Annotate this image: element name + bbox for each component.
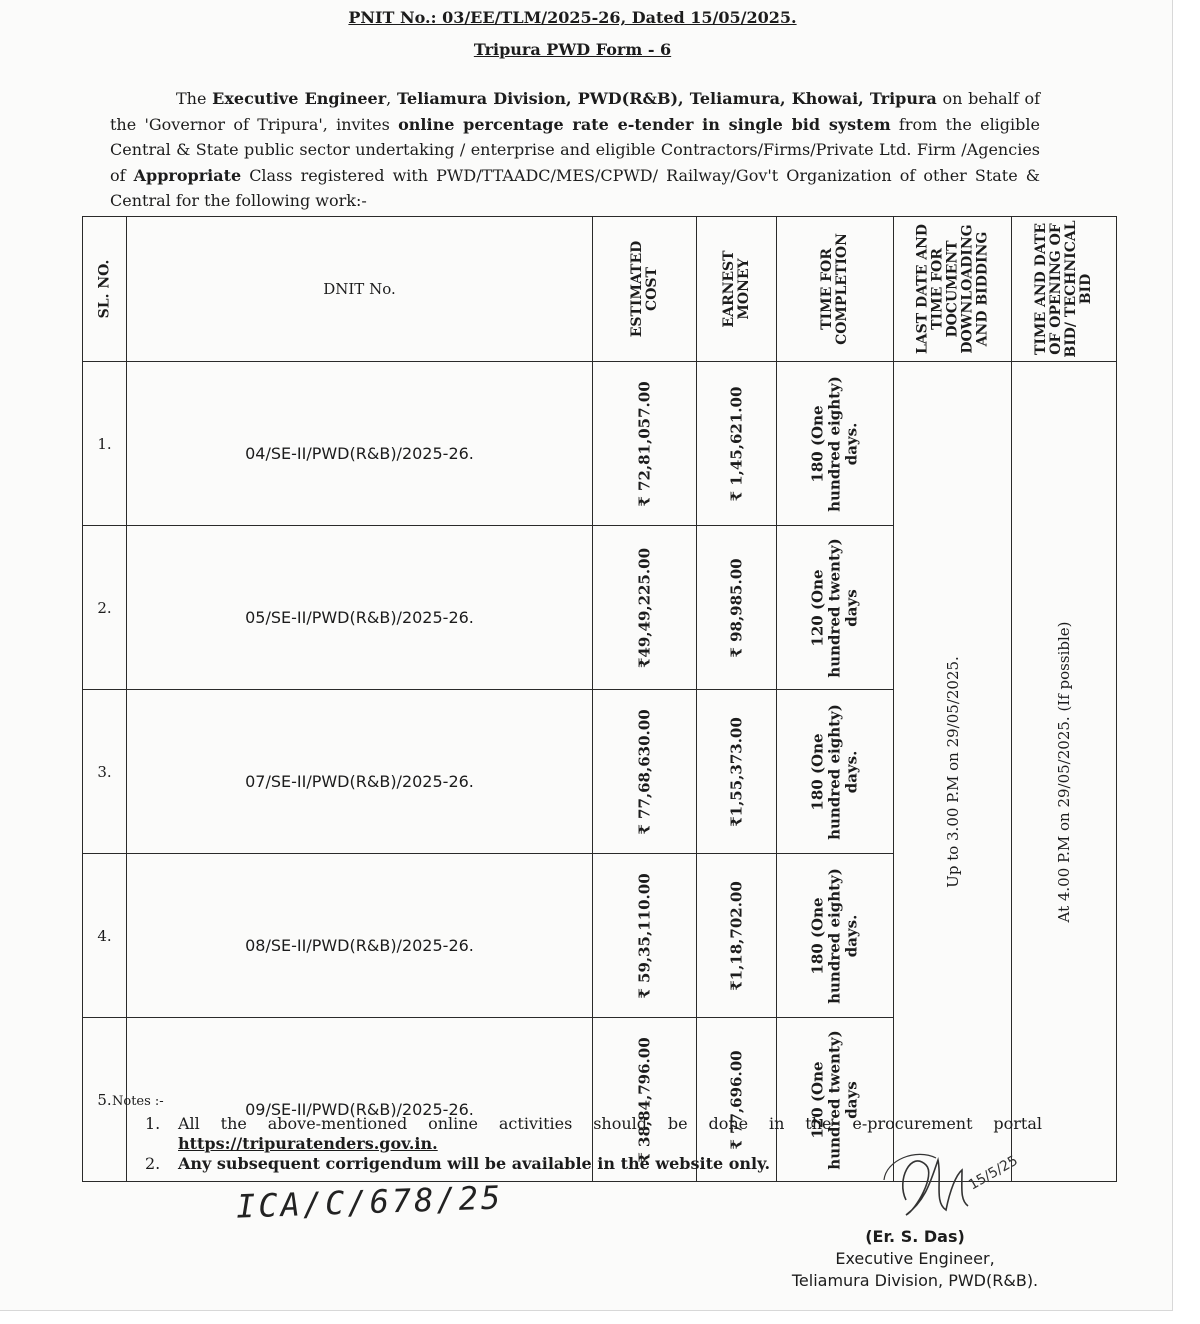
row-completion-time: 180 (One hundred eighty) days. <box>777 690 894 854</box>
opening-date-cell: At 4.00 P.M on 29/05/2025. (If possible) <box>1012 362 1117 1182</box>
row-completion-time: 120 (One hundred twenty) days <box>777 1018 894 1182</box>
note-2-text: Any subsequent corrigendum will be available in the website only. <box>178 1154 771 1173</box>
handwritten-reference: ICA/C/678/25 <box>235 1178 504 1226</box>
row-earnest-money: ₹1,18,702.00 <box>697 854 777 1018</box>
portal-link[interactable]: https://tripuratenders.gov.in. <box>178 1134 438 1153</box>
row-dnit-no: 07/SE-II/PWD(R&B)/2025-26. <box>127 690 593 854</box>
note-2-number: 2. <box>145 1154 161 1173</box>
row-earnest-money: ₹ 98,985.00 <box>697 526 777 690</box>
signature-date: 15/5/25 <box>966 1152 1021 1194</box>
header-estimated-cost: ESTIMATED COST <box>593 217 697 362</box>
pnit-number-heading: PNIT No.: 03/EE/TLM/2025-26, Dated 15/05/2025. <box>348 8 797 27</box>
signature-icon <box>876 1140 1026 1235</box>
signatory-name: (Er. S. Das) <box>865 1227 965 1246</box>
row-earnest-money: ₹ 77,696.00 <box>697 1018 777 1182</box>
row-dnit-no: 05/SE-II/PWD(R&B)/2025-26. <box>127 526 593 690</box>
row-completion-time: 180 (One hundred eighty) days. <box>777 854 894 1018</box>
form-title: Tripura PWD Form - 6 <box>473 40 672 59</box>
signatory-office: Teliamura Division, PWD(R&B). <box>791 1271 1039 1290</box>
row-sl-no: 5. <box>83 1018 127 1182</box>
header-opening-date: TIME AND DATE OF OPENING OF BID/ TECHNICAL BID <box>1012 217 1117 362</box>
last-date-cell: Up to 3.00 P.M on 29/05/2025. <box>894 362 1012 1182</box>
note-1-number: 1. <box>145 1114 161 1133</box>
row-sl-no: 2. <box>83 526 127 690</box>
notes-label: Notes :- <box>112 1094 164 1109</box>
row-estimated-cost: ₹ 72,81,057.00 <box>593 362 697 526</box>
row-estimated-cost: ₹ 59,35,110.00 <box>593 854 697 1018</box>
row-estimated-cost: ₹ 77,68,630.00 <box>593 690 697 854</box>
header-sl-no: SL. NO. <box>83 217 127 362</box>
tender-table <box>82 216 1117 1182</box>
row-sl-no: 1. <box>83 362 127 526</box>
row-estimated-cost: ₹49,49,225.00 <box>593 526 697 690</box>
header-time-for-completion: TIME FOR COMPLETION <box>777 217 894 362</box>
row-estimated-cost: ₹ 38,84,796.00 <box>593 1018 697 1182</box>
row-sl-no: 4. <box>83 854 127 1018</box>
table-row <box>83 362 1117 526</box>
note-1-text: All the above-mentioned online activities should be done in the e-procurement portal <box>178 1114 1042 1133</box>
row-dnit-no: 04/SE-II/PWD(R&B)/2025-26. <box>127 362 593 526</box>
row-earnest-money: ₹ 1,45,621.00 <box>697 362 777 526</box>
signatory-block <box>784 1226 1046 1292</box>
header-earnest-money: EARNEST MONEY <box>697 217 777 362</box>
row-sl-no: 3. <box>83 690 127 854</box>
row-completion-time: 180 (One hundred eighty) days. <box>777 362 894 526</box>
row-completion-time: 120 (One hundred twenty) days <box>777 526 894 690</box>
table-header-row <box>83 217 1117 362</box>
row-earnest-money: ₹1,55,373.00 <box>697 690 777 854</box>
header-last-date: LAST DATE AND TIME FOR DOCUMENT DOWNLOADING AND BIDDING <box>894 217 1012 362</box>
row-dnit-no: 09/SE-II/PWD(R&B)/2025-26. <box>127 1018 593 1182</box>
signatory-designation: Executive Engineer, <box>835 1249 995 1268</box>
header-dnit-no: DNIT No. <box>127 217 593 362</box>
intro-paragraph: The Executive Engineer, Teliamura Division, PWD(R&B), Teliamura, Khowai, Tripura on behalf of the 'Governor of Tripura', invites online percentage rate e-tender in single bid system from the eligible Central & State public sector undertaking / enterprise and eligible Contractors/Firms/Private Ltd. Firm /Agencies of Appropriate Class registered with PWD/TTAADC/MES/CPWD/ Railway/Gov't Organization of other State & Central for the following work:- <box>110 89 1041 210</box>
row-dnit-no: 08/SE-II/PWD(R&B)/2025-26. <box>127 854 593 1018</box>
